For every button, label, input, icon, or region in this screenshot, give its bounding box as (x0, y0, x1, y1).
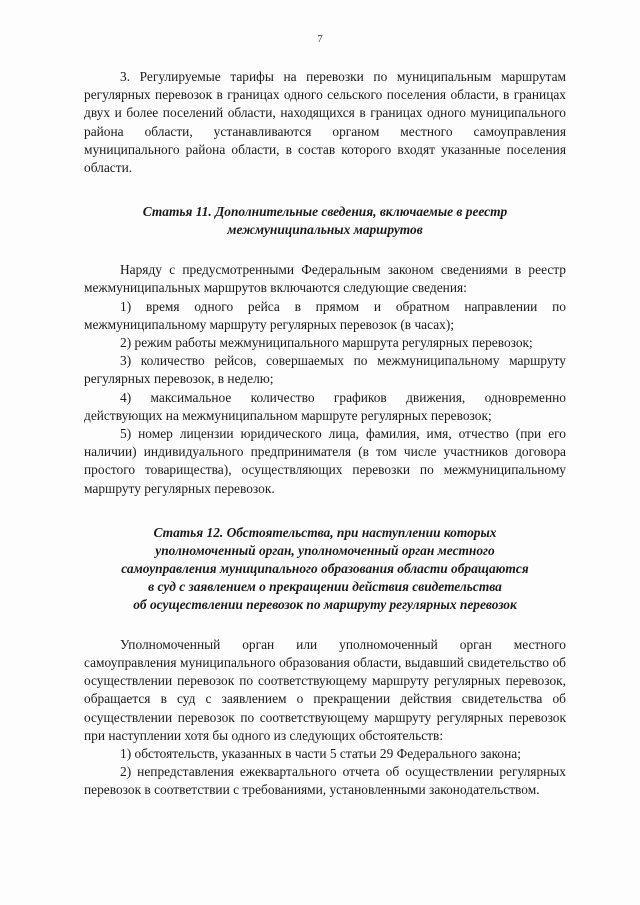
article-11-intro: Наряду с предусмотренными Федеральным законом сведениями в реестр межмуниципальных маршрутов включаются следующие сведения: (84, 262, 566, 296)
heading-line: самоуправления муниципального образования области обращаются (121, 560, 529, 576)
list-item: 1) обстоятельств, указанных в части 5 статьи 29 Федерального закона; (120, 746, 521, 762)
heading-line: межмуниципальных маршрутов (227, 222, 423, 238)
article-12-heading (84, 524, 566, 614)
heading-line: уполномоченный орган, уполномоченный орган местного (155, 542, 495, 558)
heading-line: Статья 11. Дополнительные сведения, включаемые в реестр (142, 204, 508, 220)
heading-line: в суд с заявлением о прекращении действия свидетельства (148, 578, 502, 594)
list-item: 1) время одного рейса в прямом и обратном направлении по межмуниципальному маршруту регулярных перевозок (в часах); (84, 298, 566, 332)
list-item: 2) непредставления ежеквартального отчета об осуществлении регулярных перевозок в соответствии с требованиями, установленными законодательством. (84, 764, 566, 798)
article-11-heading (84, 203, 566, 239)
article-12-intro: Уполномоченный орган или уполномоченный орган местного самоуправления муниципального образования области, выдавший свидетельство об осуществлении перевозок по соответствующему маршруту регулярных перевозок, обращается в суд с заявлением о прекращении действия свидетельства об осуществлении перевозок по соответствующему маршруту регулярных перевозок при наступлении хотя бы одного из следующих обстоятельств: (84, 636, 566, 743)
page-number: 7 (317, 33, 323, 45)
list-item: 3) количество рейсов, совершаемых по межмуниципальному маршруту регулярных перевозок, в неделю; (84, 353, 566, 387)
list-item: 5) номер лицензии юридического лица, фамилия, имя, отчество (при его наличии) индивидуального предпринимателя (в том числе участников договора простого товарищества), осуществляющих перевозки по межмуниципальному маршруту регулярных перевозок. (84, 426, 566, 496)
heading-line: Статья 12. Обстоятельства, при наступлении которых (153, 524, 497, 540)
paragraph-tariffs: 3. Регулируемые тарифы на перевозки по муниципальным маршрутам регулярных перевозок в границах одного сельского поселения области, в границах двух и более поселений области, находящихся в границах одного муниципального района области, устанавливаются органом местного самоуправления муниципального района области, в состав которого входят указанные поселения области. (84, 69, 566, 176)
heading-line: об осуществлении перевозок по маршруту регулярных перевозок (133, 596, 517, 612)
list-item: 2) режим работы межмуниципального маршрута регулярных перевозок; (120, 335, 533, 351)
list-item: 4) максимальное количество графиков движения, одновременно действующих на межмуниципальном маршруте регулярных перевозок; (84, 389, 566, 423)
document-body (84, 68, 566, 800)
